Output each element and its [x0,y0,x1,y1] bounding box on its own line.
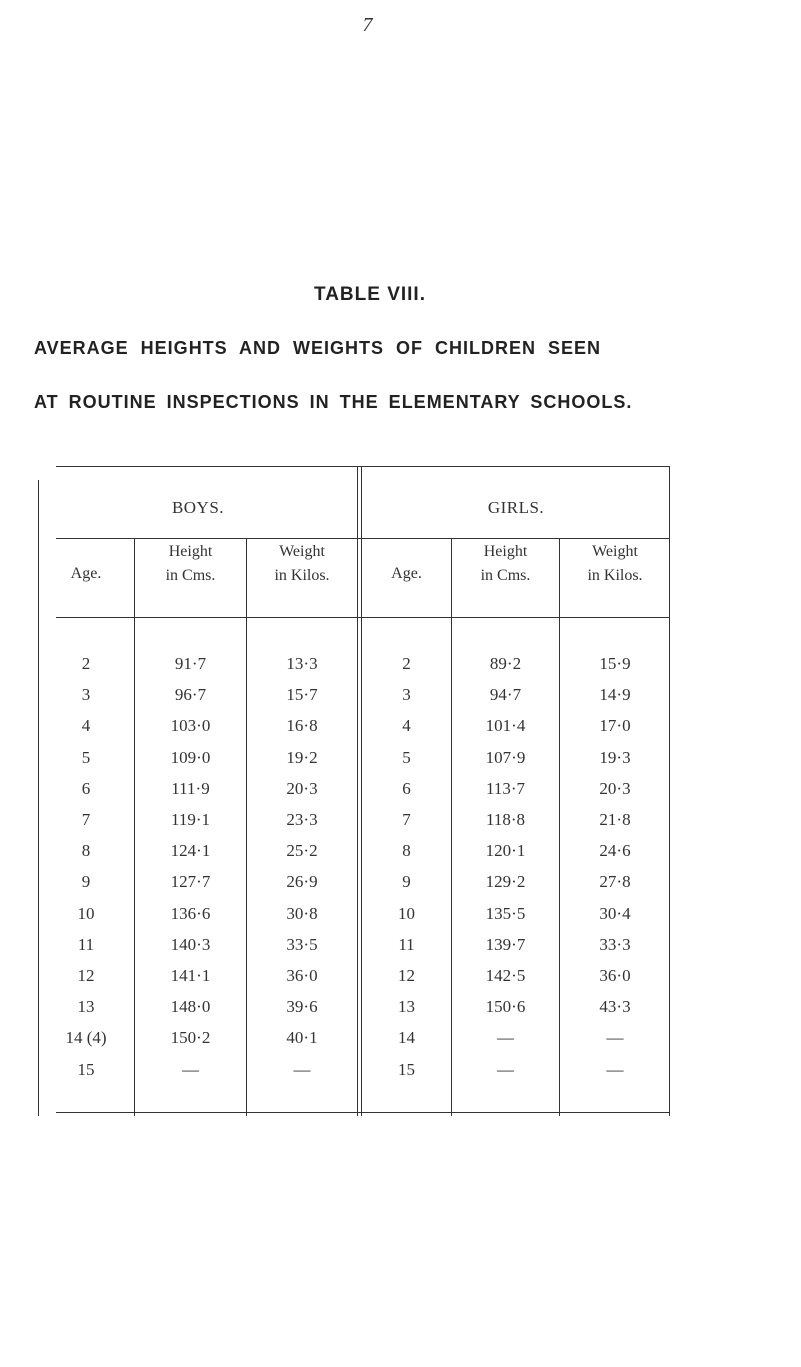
boys-height-cell: — [182,1059,199,1079]
girls-height-cell: 101·4 [485,716,526,736]
girls-weight-cell: 24·6 [599,841,631,861]
weight-header-line-1: Weight [592,543,638,560]
weight-header-line-2: in Kilos. [274,567,330,584]
boys-age-cell: 12 [77,966,95,985]
boys-age-cell: 6 [81,778,91,798]
table-title: TABLE VIII. [314,284,426,305]
boys-age-cell: 9 [81,872,91,892]
girls-weight-cell: — [606,1059,624,1079]
boys-weight-cell: 23·3 [286,810,318,829]
girls-age-cell: 11 [398,934,415,954]
boys-height-cell: 103·0 [170,716,211,736]
girls-age-cell: 9 [402,872,411,892]
boys-weight-cell: 40·1 [286,1028,318,1048]
girls-height-cell: 150·6 [485,997,526,1017]
table-subtitle-line-2: AT ROUTINE INSPECTIONS IN THE ELEMENTARY SCHOOLS. [34,392,633,412]
girls-height-cell: 89·2 [489,654,522,673]
girls-height-cell: — [497,1059,514,1079]
boys-weight-cell: 36·0 [286,966,318,985]
girls-height-cell: 118·8 [485,810,526,829]
girls-age-cell: 13 [398,997,415,1017]
boys-age-cell: 13 [77,997,95,1017]
boys-weight-cell: 16·8 [286,716,318,736]
boys-age-header [38,562,134,586]
girls-weight-cell: 36·0 [599,966,631,985]
page-number: 7 [362,14,373,36]
girls-weight-cell: 15·9 [599,654,631,673]
boys-age-cell: 3 [81,685,91,705]
boys-height-header [135,540,246,588]
girls-age-header [362,562,451,586]
age-header-label: Age. [70,565,102,582]
boys-weight-cell: 13·3 [286,654,318,673]
column-header-rule [56,617,670,618]
girls-age-cell: 12 [398,966,415,985]
height-header-line-2: in Cms. [165,567,216,584]
boys-weight-cell: 25·2 [286,841,318,861]
girls-age-cell: 8 [402,841,411,861]
girls-weight-cell: 14·9 [599,685,631,705]
boys-height-cell: 119·1 [170,810,211,829]
girls-height-cell: — [497,1028,514,1048]
boys-height-cell: 148·0 [170,997,211,1017]
boys-weight-header [247,540,357,588]
girls-age-cell: 6 [402,778,411,798]
boys-height-cell: 140·3 [170,934,211,954]
girls-weight-cell: 20·3 [599,778,631,798]
girls-height-cell: 139·7 [485,934,526,954]
girls-height-cell: 94·7 [489,685,522,705]
girls-age-cell: 10 [398,903,415,923]
boys-weight-cell: 15·7 [286,685,318,705]
boys-weight-cell: 33·5 [286,934,318,954]
boys-age-cell: 10 [77,903,95,923]
table-top-rule [56,466,670,467]
girls-weight-cell: 43·3 [599,997,631,1017]
heights-weights-table [38,466,670,1116]
girls-age-cell: 5 [402,747,411,767]
boys-height-cell: 111·9 [171,778,210,798]
age-header-label: Age. [391,565,422,582]
weight-header-line-2: in Kilos. [587,567,643,584]
boys-weight-cell: 20·3 [286,778,318,798]
weight-header-line-1: Weight [279,543,325,560]
girls-height-cell: 135·5 [485,903,526,923]
girls-age-cell: 14 [398,1028,415,1048]
girls-weight-cell: 27·8 [599,872,631,892]
girls-weight-cell: — [606,1028,624,1048]
table-bottom-rule [56,1112,670,1113]
height-header-line-1: Height [483,543,528,560]
girls-age-cell: 7 [402,810,411,829]
girls-height-cell: 113·7 [485,778,526,798]
boys-weight-cell: 26·9 [286,872,318,892]
girls-height-cell: 142·5 [485,966,526,985]
boys-weight-cell: 39·6 [286,997,318,1017]
boys-age-cell: 2 [81,654,91,673]
girls-height-header [452,540,559,588]
girls-height-cell: 129·2 [485,872,526,892]
boys-height-cell: 136·6 [170,903,211,923]
girls-age-cell: 3 [402,685,411,705]
girls-weight-header [560,540,670,588]
girls-weight-cell: 17·0 [599,716,631,736]
boys-age-cell: 8 [81,841,91,861]
girls-group-header: GIRLS. [487,498,545,517]
group-header-rule [56,538,670,539]
boys-age-cell: 15 [77,1059,95,1079]
girls-weight-cell: 21·8 [599,810,631,829]
height-header-line-2: in Cms. [480,567,531,584]
boys-height-cell: 109·0 [170,747,211,767]
boys-age-cell: 14 (4) [65,1028,107,1048]
height-header-line-1: Height [168,543,213,560]
boys-height-cell: 127·7 [170,872,211,892]
girls-age-cell: 15 [398,1059,415,1079]
boys-girls-divider [357,466,358,1116]
boys-height-cell: 141·1 [170,966,211,985]
boys-age-cell: 4 [81,716,91,736]
girls-weight-cell: 30·4 [599,903,631,923]
girls-height-cell: 120·1 [485,841,526,861]
boys-height-cell: 96·7 [174,685,207,705]
girls-height-cell: 107·9 [485,747,526,767]
girls-age-cell: 2 [402,654,411,673]
boys-height-cell: 150·2 [170,1028,211,1048]
boys-age-cell: 7 [81,810,91,829]
boys-weight-cell: 30·8 [286,903,318,923]
boys-weight-cell: 19·2 [286,747,318,767]
boys-group-header: BOYS. [171,498,225,517]
boys-age-cell: 11 [77,934,95,954]
table-subtitle-line-1: AVERAGE HEIGHTS AND WEIGHTS OF CHILDREN SEEN [34,338,602,358]
boys-age-cell: 5 [81,747,91,767]
girls-weight-cell: 33·3 [599,934,631,954]
boys-height-cell: 91·7 [174,654,207,673]
boys-height-cell: 124·1 [170,841,211,861]
girls-weight-cell: 19·3 [599,747,631,767]
boys-weight-cell: — [293,1059,311,1079]
girls-age-cell: 4 [402,716,411,736]
